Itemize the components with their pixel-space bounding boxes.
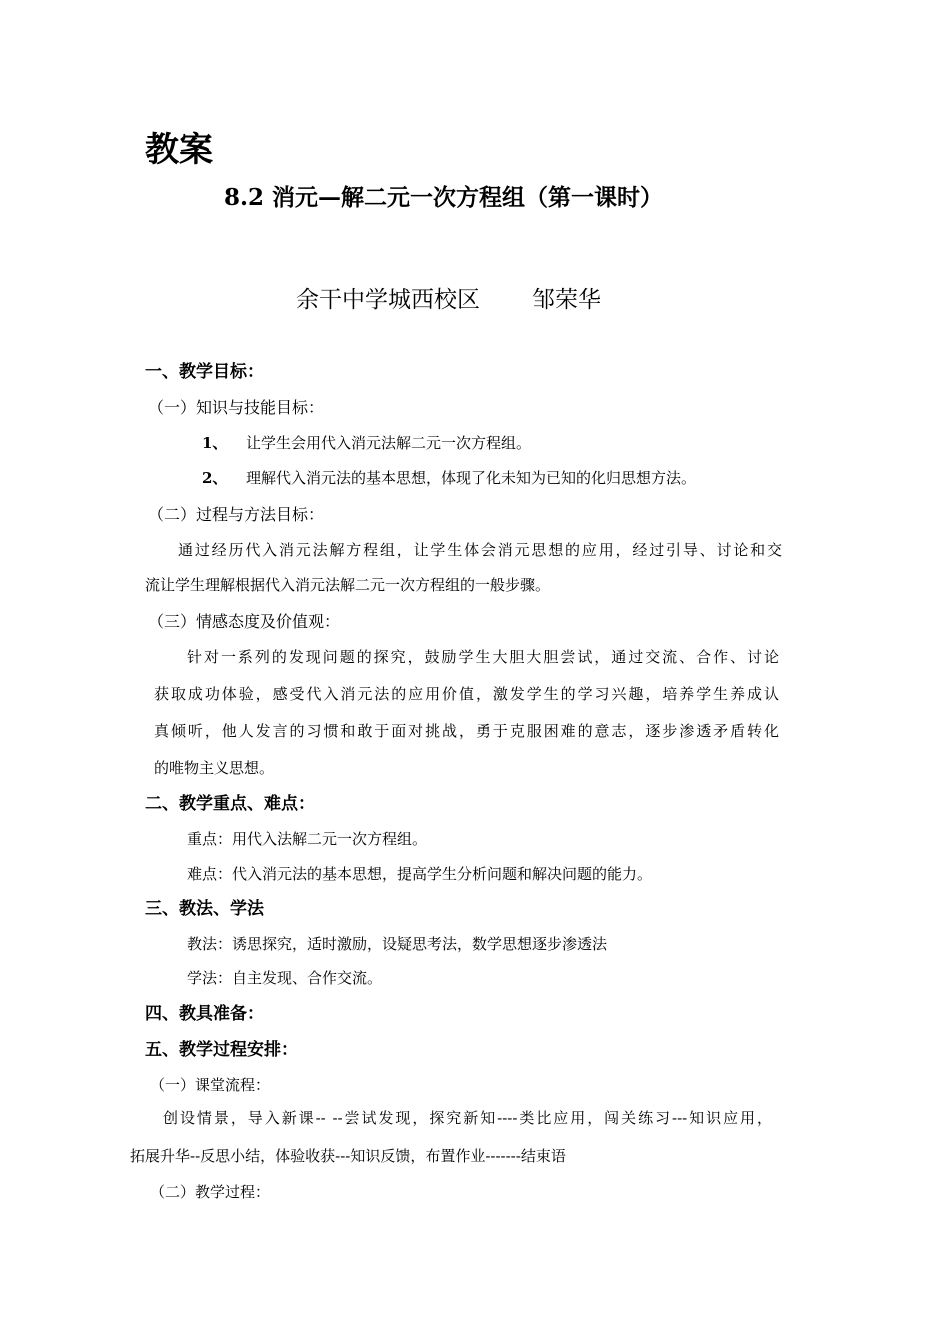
school-name: 余干中学城西校区	[296, 287, 480, 313]
knowledge-item-1	[202, 436, 531, 451]
flow-heading: （一）课堂流程：	[150, 1076, 271, 1094]
process-heading: （二）过程与方法目标：	[148, 505, 325, 524]
lesson-title: 8.2 消元—解二元一次方程组（第一课时）	[224, 184, 664, 211]
tools-heading: 四、教具准备：	[145, 1004, 264, 1024]
teaching-method-line: 教法：诱思探究，适时激励，设疑思考法，数学思想逐步渗透法	[187, 935, 608, 953]
item-number: 1、	[202, 434, 228, 452]
objectives-heading: 一、教学目标：	[145, 362, 264, 382]
process-line-2: 流让学生理解根据代入消元法解二元一次方程组的一般步骤。	[145, 576, 551, 594]
knowledge-heading: （一）知识与技能目标：	[148, 398, 325, 417]
attitude-line-3: 真倾听，他人发言的习惯和敢于面对挑战，勇于克服困难的意志，逐步渗透矛盾转化	[154, 722, 779, 740]
flow-line-2: 拓展升华--反思小结，体验收获---知识反馈，布置作业-------结束语	[130, 1147, 566, 1165]
item-text: 让学生会用代入消元法解二元一次方程组。	[246, 434, 532, 452]
flow-line-1: 创设情景，导入新课-- --尝试发现，探究新知----类比应用，闯关练习---知识应用，	[163, 1109, 772, 1127]
process-plan-heading: 五、教学过程安排：	[145, 1040, 298, 1060]
focus-line: 重点：用代入法解二元一次方程组。	[187, 830, 428, 848]
knowledge-item-2	[202, 471, 696, 486]
item-text: 理解代入消元法的基本思想，体现了化未知为已知的化归思想方法。	[246, 469, 697, 487]
author-line	[296, 289, 601, 312]
attitude-line-1: 针对一系列的发现问题的探究，鼓励学生大胆大胆尝试，通过交流、合作、讨论	[187, 648, 779, 666]
process-line-1: 通过经历代入消元法解方程组，让学生体会消元思想的应用，经过引导、讨论和交	[178, 541, 782, 559]
teaching-process-heading: （二）教学过程：	[150, 1183, 271, 1201]
teacher-name: 邹荣华	[532, 287, 601, 313]
item-number: 2、	[202, 469, 228, 487]
doc-title: 教案	[145, 130, 213, 170]
attitude-line-2: 获取成功体验，感受代入消元法的应用价值，激发学生的学习兴趣，培养学生养成认	[154, 685, 779, 703]
attitude-line-4: 的唯物主义思想。	[154, 759, 275, 777]
methods-heading: 三、教法、学法	[145, 899, 264, 919]
key-points-heading: 二、教学重点、难点：	[145, 794, 315, 814]
attitude-heading: （三）情感态度及价值观：	[148, 612, 341, 631]
learning-method-line: 学法：自主发现、合作交流。	[187, 969, 383, 987]
difficulty-line: 难点：代入消元法的基本思想，提高学生分析问题和解决问题的能力。	[187, 865, 653, 883]
